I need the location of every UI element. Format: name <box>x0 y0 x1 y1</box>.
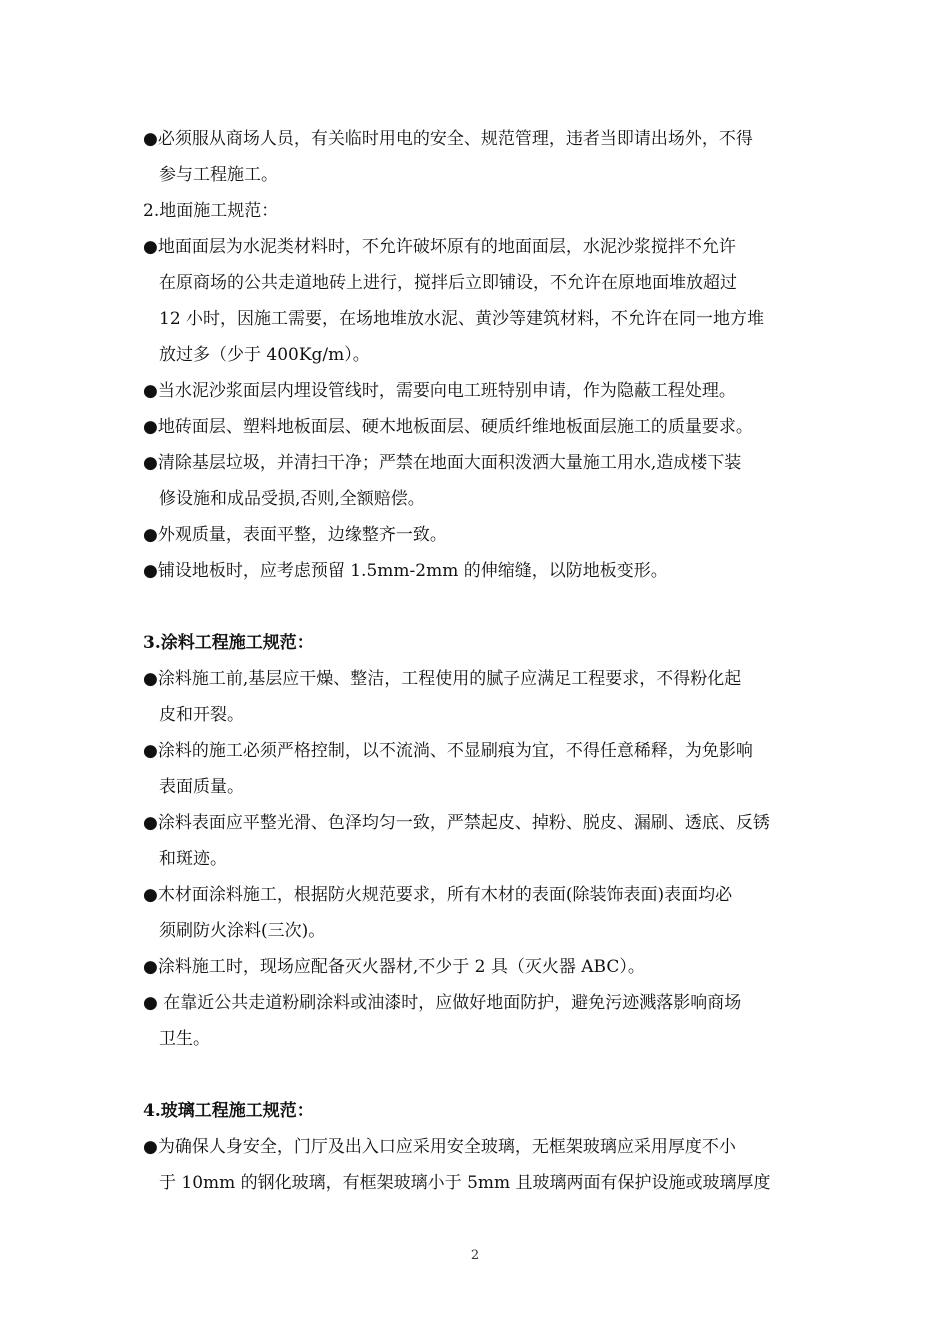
list-item <box>143 229 813 373</box>
text-line: ● 在靠近公共走道粉刷涂料或油漆时，应做好地面防护，避免污迹溅落影响商场 <box>143 993 742 1013</box>
text-line: 修设施和成品受损,否则,全额赔偿。 <box>159 489 425 509</box>
section-heading-floor: 2.地面施工规范： <box>143 201 279 221</box>
list-item <box>143 805 813 877</box>
text-line: 于 10mm 的钢化玻璃，有框架玻璃小于 5mm 且玻璃两面有保护设施或玻璃厚度 <box>159 1173 771 1193</box>
list-item: ●外观质量，表面平整，边缘整齐一致。 <box>143 525 447 545</box>
text-line: 参与工程施工。 <box>159 165 278 185</box>
document-body <box>143 121 813 1201</box>
text-line: ●为确保人身安全，门厅及出入口应采用安全玻璃，无框架玻璃应采用厚度不小 <box>143 1137 736 1157</box>
text-line: 和斑迹。 <box>159 849 227 869</box>
list-item: ●涂料施工时，现场应配备灭火器材,不少于 2 具（灭火器 ABC）。 <box>143 957 645 977</box>
list-item <box>143 1129 813 1201</box>
section-heading-paint: 3.涂料工程施工规范： <box>143 633 314 653</box>
list-item <box>143 661 813 733</box>
section-heading-glass: 4.玻璃工程施工规范： <box>143 1101 314 1121</box>
text-line: ●地面面层为水泥类材料时，不允许破坏原有的地面面层，水泥沙浆搅拌不允许 <box>143 237 736 257</box>
list-item: ●地砖面层、塑料地板面层、硬木地板面层、硬质纤维地板面层施工的质量要求。 <box>143 417 753 437</box>
text-line: 须刷防火涂料(三次)。 <box>159 921 326 941</box>
text-line: 在原商场的公共走道地砖上进行，搅拌后立即铺设，不允许在原地面堆放超过 <box>159 273 737 293</box>
text-line: 卫生。 <box>159 1029 210 1049</box>
text-line: ●必须服从商场人员，有关临时用电的安全、规范管理，违者当即请出场外，不得 <box>143 129 753 149</box>
text-line: ●清除基层垃圾，并清扫干净；严禁在地面大面积泼洒大量施工用水,造成楼下装 <box>143 453 742 473</box>
list-item: ●铺设地板时，应考虑预留 1.5mm-2mm 的伸缩缝，以防地板变形。 <box>143 561 668 581</box>
list-item: ●当水泥沙浆面层内埋设管线时，需要向电工班特别申请，作为隐蔽工程处理。 <box>143 381 736 401</box>
list-item <box>143 445 813 517</box>
list-item <box>143 121 813 193</box>
text-line: ●涂料表面应平整光滑、色泽均匀一致，严禁起皮、掉粉、脱皮、漏刷、透底、反锈 <box>143 813 770 833</box>
text-line: ●涂料的施工必须严格控制，以不流淌、不显刷痕为宜，不得任意稀释，为免影响 <box>143 741 753 761</box>
text-line: 放过多（少于 400Kg/m）。 <box>159 345 370 365</box>
list-item <box>143 985 813 1057</box>
list-item <box>143 733 813 805</box>
list-item <box>143 877 813 949</box>
page-number: 2 <box>470 1248 480 1263</box>
text-line: 表面质量。 <box>159 777 244 797</box>
text-line: ●涂料施工前,基层应干燥、整洁，工程使用的腻子应满足工程要求，不得粉化起 <box>143 669 742 689</box>
spacer <box>143 1057 813 1093</box>
text-line: 皮和开裂。 <box>159 705 244 725</box>
spacer <box>143 589 813 625</box>
text-line: 12 小时，因施工需要，在场地堆放水泥、黄沙等建筑材料，不允许在同一地方堆 <box>159 309 765 329</box>
text-line: ●木材面涂料施工，根据防火规范要求，所有木材的表面(除装饰表面)表面均必 <box>143 885 733 905</box>
